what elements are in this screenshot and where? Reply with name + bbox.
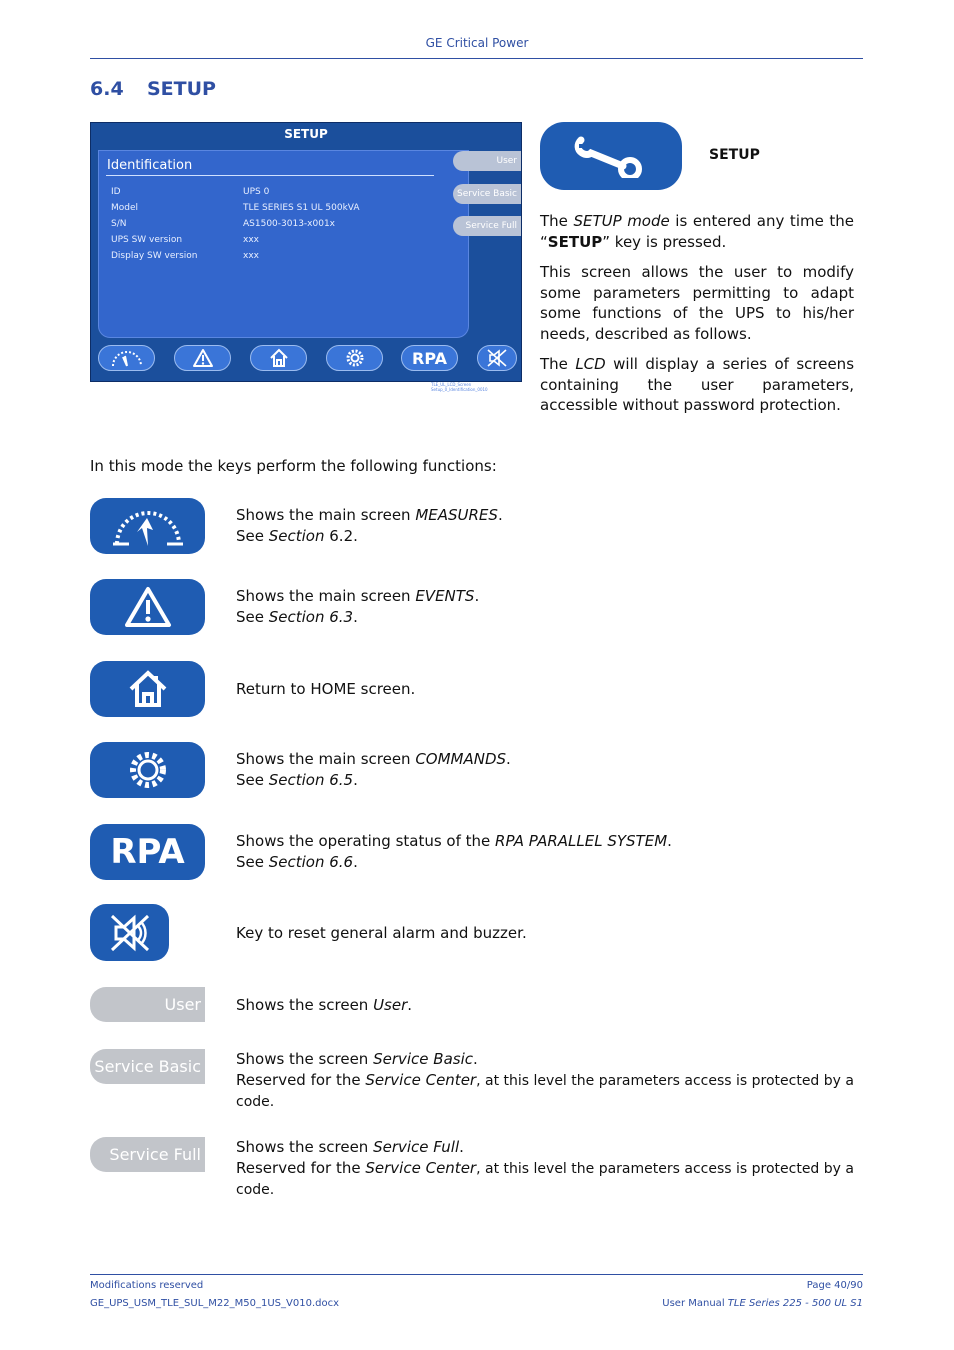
service-full-description: Shows the screen Service Full. Reserved for the Service Center, at this level the parameters access is protected by a code. — [236, 1138, 854, 1198]
home-key[interactable] — [90, 661, 205, 717]
lcd-user-button[interactable]: User — [453, 151, 521, 171]
section-title: SETUP — [147, 78, 216, 100]
rpa-key[interactable]: RPA — [90, 824, 205, 880]
rpa-description: Shows the operating status of the RPA PARALLEL SYSTEM. See Section 6.6. — [236, 832, 672, 871]
home-icon — [128, 670, 168, 708]
footer-modifications: Modifications reserved — [90, 1280, 204, 1291]
user-key[interactable]: User — [90, 987, 205, 1022]
row-value: UPS 0 — [243, 187, 270, 197]
footer-page-number: Page 40/90 — [806, 1280, 863, 1291]
panel-divider — [106, 175, 434, 176]
lcd-reset-alarm-button[interactable] — [477, 345, 517, 371]
row-label: UPS SW version — [111, 235, 183, 245]
row-value: xxx — [243, 235, 259, 245]
reset-alarm-key[interactable] — [90, 904, 169, 961]
brand-logo: GE — [425, 36, 443, 50]
gauge-icon — [109, 349, 145, 367]
lcd-events-button[interactable] — [174, 345, 231, 371]
lcd-measures-button[interactable] — [98, 345, 155, 371]
lcd-home-button[interactable] — [250, 345, 307, 371]
lcd-screen — [90, 122, 522, 392]
section-heading — [90, 78, 216, 100]
row-value: AS1500-3013-x001x — [243, 219, 336, 229]
row-value: TLE SERIES S1 UL 500kVA — [243, 203, 360, 213]
paragraph-screen: This screen allows the user to modify some parameters permitting to adapt some functions of the UPS to his/her needs, described as follows. — [540, 263, 854, 343]
reset-alarm-description: Key to reset general alarm and buzzer. — [236, 924, 527, 942]
identification-panel — [98, 150, 469, 338]
measures-key[interactable] — [90, 498, 205, 554]
warning-icon — [123, 585, 173, 629]
gear-icon — [345, 348, 365, 368]
lcd-service-full-button[interactable]: Service Full — [453, 216, 521, 236]
commands-key[interactable] — [90, 742, 205, 798]
lcd-commands-button[interactable] — [326, 345, 383, 371]
paragraph-lcd: The LCD will display a series of screens containing the user parameters, accessible without password protection. — [540, 355, 855, 414]
row-label: Model — [111, 203, 139, 213]
buzzer-mute-icon — [108, 912, 152, 954]
header-title: Critical Power — [446, 36, 529, 50]
service-basic-key[interactable]: Service Basic — [90, 1049, 205, 1084]
events-description: Shows the main screen EVENTS. See Section 6.3. — [236, 587, 480, 626]
measures-description: Shows the main screen MEASURES. See Section 6.2. — [236, 506, 503, 545]
footer-filename: GE_UPS_USM_TLE_SUL_M22_M50_1US_V010.docx — [90, 1298, 340, 1309]
row-label: Display SW version — [111, 251, 198, 261]
wrench-icon — [573, 134, 649, 178]
row-value: xxx — [243, 251, 259, 261]
events-key[interactable] — [90, 579, 205, 635]
gear-icon — [127, 749, 169, 791]
lcd-service-basic-button[interactable]: Service Basic — [453, 184, 521, 204]
service-basic-description: Shows the screen Service Basic. Reserved for the Service Center, at this level the parameters access is protected by a code. — [236, 1050, 854, 1110]
setup-key-label: SETUP — [709, 147, 760, 163]
warning-icon — [192, 348, 214, 368]
intro-text: In this mode the keys perform the following functions: — [90, 457, 497, 475]
lcd-caption: TLE_UL_LCD_Screen Setup_0_Identification_0010 — [431, 382, 488, 392]
page-header — [0, 36, 954, 50]
header-divider — [90, 58, 863, 59]
setup-key[interactable] — [540, 122, 682, 190]
lcd-title: SETUP — [284, 127, 328, 141]
commands-description: Shows the main screen COMMANDS. See Section 6.5. — [236, 750, 511, 789]
gauge-icon — [109, 504, 187, 548]
footer-divider — [90, 1274, 863, 1275]
row-label: ID — [111, 187, 121, 197]
home-icon — [269, 348, 289, 368]
panel-title: Identification — [107, 158, 193, 173]
user-description: Shows the screen User. — [236, 996, 413, 1014]
service-full-key[interactable]: Service Full — [90, 1137, 205, 1172]
row-label: S/N — [111, 219, 127, 229]
buzzer-mute-icon — [486, 348, 508, 368]
lcd-rpa-button[interactable]: RPA — [401, 345, 458, 371]
home-description: Return to HOME screen. — [236, 680, 416, 698]
section-number: 6.4 — [90, 78, 124, 100]
paragraph-setup-mode: The SETUP mode is entered any time the “SETUP” key is pressed. — [540, 212, 854, 251]
footer-manual-title: User Manual TLE Series 225 - 500 UL S1 — [662, 1298, 863, 1309]
